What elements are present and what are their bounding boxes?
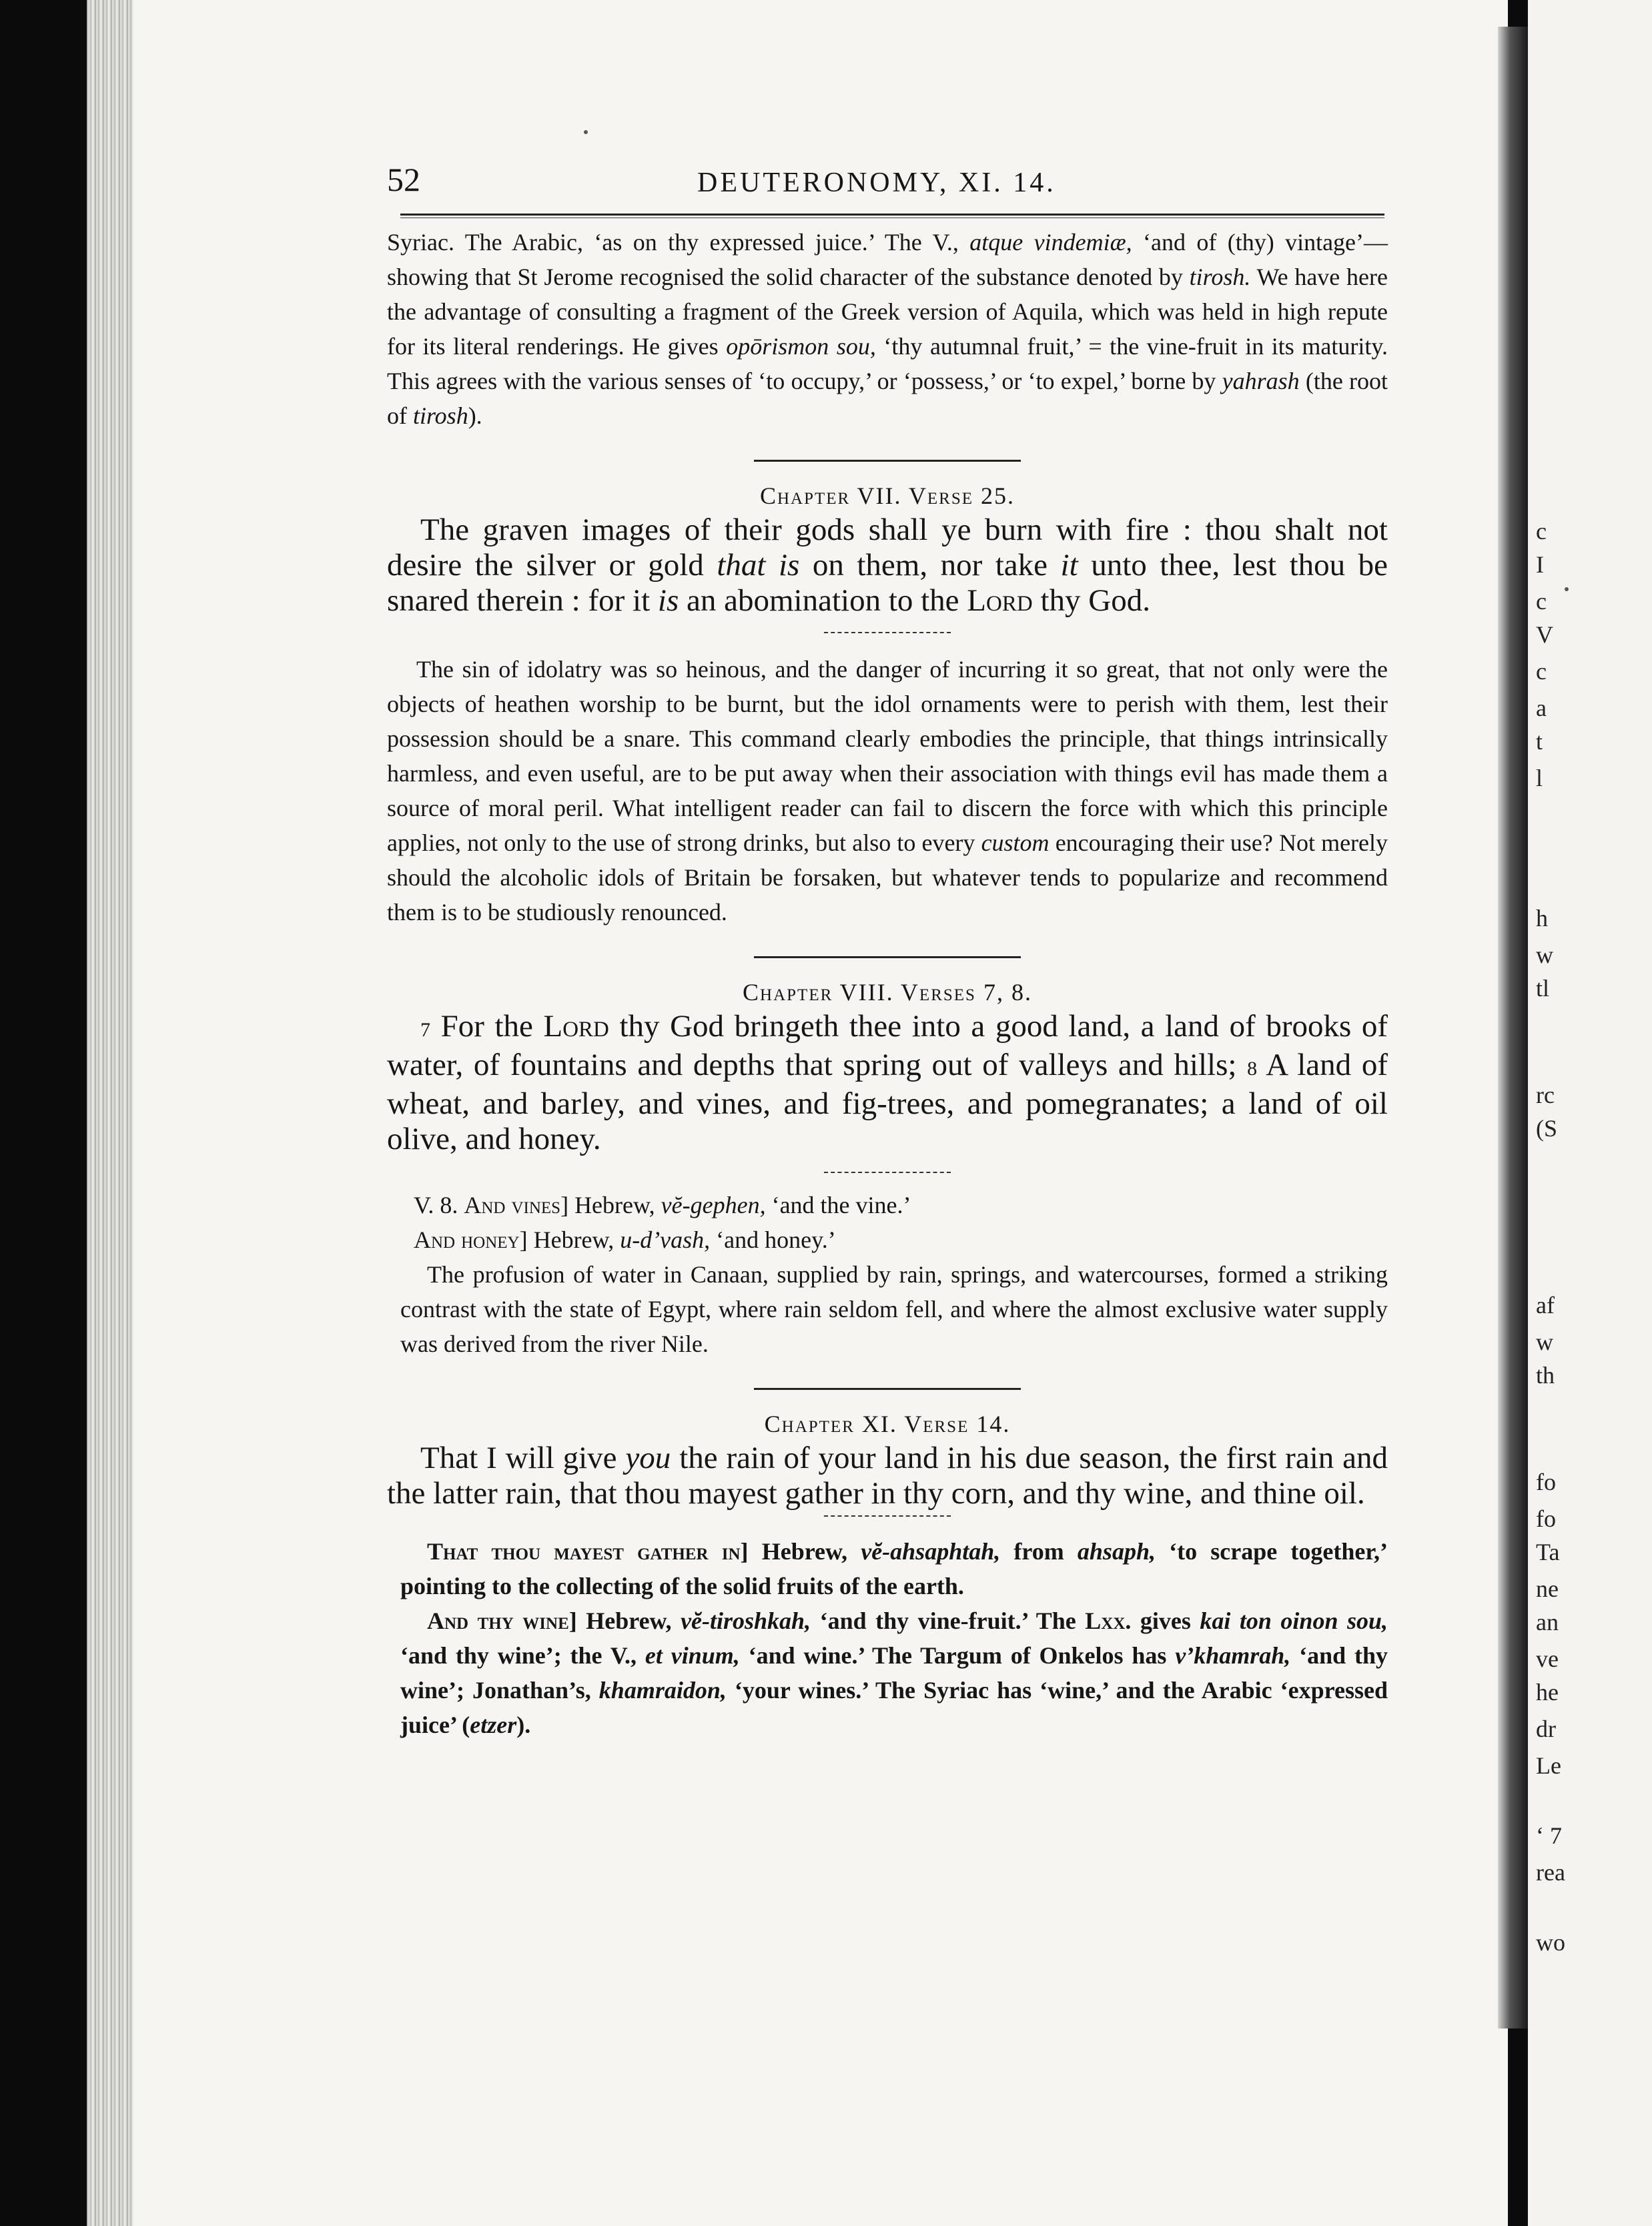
chapter-7-verse: The graven images of their gods shall ye burn with fire : thou shalt not desire the silver or gold that is on them, nor take it unto thee, lest thou be snared therein : for it is an abomination to the Lord thy God. xyxy=(387,512,1388,618)
print-speck xyxy=(584,130,588,134)
facing-page-fragment: ve xyxy=(1536,1645,1559,1672)
facing-page-fragment: th xyxy=(1536,1362,1555,1389)
chapter-11-note-gather: That thou mayest gather in] Hebrew, vĕ-ahsaphtah, from ahsaph, ‘to scrape together,’ pointing to the collecting of the solid fruits of the earth. xyxy=(400,1538,1388,1599)
chapter-8-verse: 7 For the Lord thy God bringeth thee into a good land, a land of brooks of water, of fountains and depths that spring out of valleys and hills; 8 A land of wheat, and barley, and vines, and fig-trees, and pomegranates; a land of oil olive, and honey. xyxy=(387,1009,1388,1156)
facing-page-fragment: ‘ 7 xyxy=(1536,1822,1562,1849)
verse-divider xyxy=(824,1515,951,1517)
verse-divider xyxy=(824,632,951,633)
chapter-8-heading: Chapter VIII. Verses 7, 8. xyxy=(743,979,1032,1006)
facing-page-edge xyxy=(1528,0,1652,2226)
facing-page-fragment: tl xyxy=(1536,975,1550,1002)
facing-page-fragment: l xyxy=(1536,765,1543,791)
print-speck xyxy=(1565,587,1569,591)
chapter-7-heading: Chapter VII. Verse 25. xyxy=(759,482,1015,509)
page-header xyxy=(374,160,1401,214)
section-divider xyxy=(754,956,1021,958)
chapter-11-verse: That I will give you the rain of your land in his due season, the first rain and the latter rain, that thou mayest gather in thy corn, and thy wine, and thine oil. xyxy=(387,1441,1388,1511)
chapter-8-note-honey: And honey] Hebrew, u-d’vash, ‘and honey.’ xyxy=(414,1226,836,1253)
facing-page-fragment: h xyxy=(1536,905,1548,932)
facing-page-fragment: V xyxy=(1536,621,1553,648)
facing-page-fragment: wo xyxy=(1536,1929,1565,1956)
facing-page-fragment: c xyxy=(1536,588,1547,615)
facing-page-fragment: w xyxy=(1536,1329,1553,1355)
facing-page-fragment: c xyxy=(1536,518,1547,544)
facing-page-fragment: rea xyxy=(1536,1859,1565,1886)
facing-page-fragment: t xyxy=(1536,728,1543,755)
section-divider xyxy=(754,1388,1021,1390)
header-rule xyxy=(400,214,1384,218)
verse-divider xyxy=(824,1172,951,1173)
facing-page-fragment: af xyxy=(1536,1292,1555,1319)
facing-page-fragment: c xyxy=(1536,658,1547,685)
chapter-8-commentary: The profusion of water in Canaan, supplied by rain, springs, and watercourses, formed a striking contrast with the state of Egypt, where rain seldom fell, and where the almost exclusive water supply was derived from the river Nile. xyxy=(400,1261,1388,1357)
facing-page-fragment: Ta xyxy=(1536,1539,1560,1565)
facing-page-fragment: he xyxy=(1536,1679,1559,1706)
facing-page-fragment: rc xyxy=(1536,1082,1555,1108)
chapter-8-note-vines: V. 8. And vines] Hebrew, vĕ-gephen, ‘and the vine.’ xyxy=(414,1192,911,1218)
chapter-11-heading: Chapter XI. Verse 14. xyxy=(764,1411,1011,1437)
binding-gutter-right xyxy=(1498,27,1528,2028)
page-content xyxy=(374,160,1401,1742)
section-divider xyxy=(754,460,1021,462)
opening-paragraph: Syriac. The Arabic, ‘as on thy expressed juice.’ The V., atque vindemiæ, ‘and of (thy) vintage’—showing that St Jerome recognised the solid character of the substance denoted by tirosh. We have here the advantage of consulting a fragment of the Greek version of Aquila, which was held in high repute for its literal renderings. He gives opōrismon sou, ‘thy autumnal fruit,’ = the vine-fruit in its maturity. This agrees with the various senses of ‘to occupy,’ or ‘possess,’ or ‘to expel,’ borne by yahrash (the root of tirosh). xyxy=(387,229,1388,429)
chapter-7-commentary: The sin of idolatry was so heinous, and the danger of incurring it so great, that not only were the objects of heathen worship to be burnt, but the idol ornaments were to perish with them, lest their possession should be a snare. This command clearly embodies the principle, that things intrinsically harmless, and even useful, are to be put away when their association with things evil has made them a source of moral peril. What intelligent reader can fail to discern the force with which this principle applies, not only to the use of strong drinks, but also to every custom encouraging their use? Not merely should the alcoholic idols of Britain be forsaken, but whatever tends to popularize and recommend them is to be studiously renounced. xyxy=(387,656,1388,925)
running-head: DEUTERONOMY, XI. 14. xyxy=(697,167,1056,198)
facing-page-fragment: Le xyxy=(1536,1752,1561,1779)
page-number: 52 xyxy=(387,161,420,198)
chapter-11-note-wine: And thy wine] Hebrew, vĕ-tiroshkah, ‘and thy vine-fruit.’ The Lxx. gives kai ton oinon sou, ‘and thy wine’; the V., et vinum, ‘and wine.’ The Targum of Onkelos has v’khamrah, ‘and thy wine’; Jonathan’s, khamraidon, ‘your wines.’ The Syriac has ‘wine,’ and the Arabic ‘expressed juice’ (etzer). xyxy=(400,1607,1388,1738)
facing-page-fragment: an xyxy=(1536,1609,1559,1635)
facing-page-fragment: ne xyxy=(1536,1575,1559,1602)
facing-page-fragment: fo xyxy=(1536,1505,1556,1532)
facing-page-fragment: a xyxy=(1536,695,1547,721)
facing-page-fragment: w xyxy=(1536,942,1553,968)
facing-page-fragment: I xyxy=(1536,551,1544,578)
facing-page-fragment: fo xyxy=(1536,1469,1556,1495)
facing-page-fragment: (S xyxy=(1536,1115,1558,1142)
facing-page-fragment: dr xyxy=(1536,1716,1556,1742)
